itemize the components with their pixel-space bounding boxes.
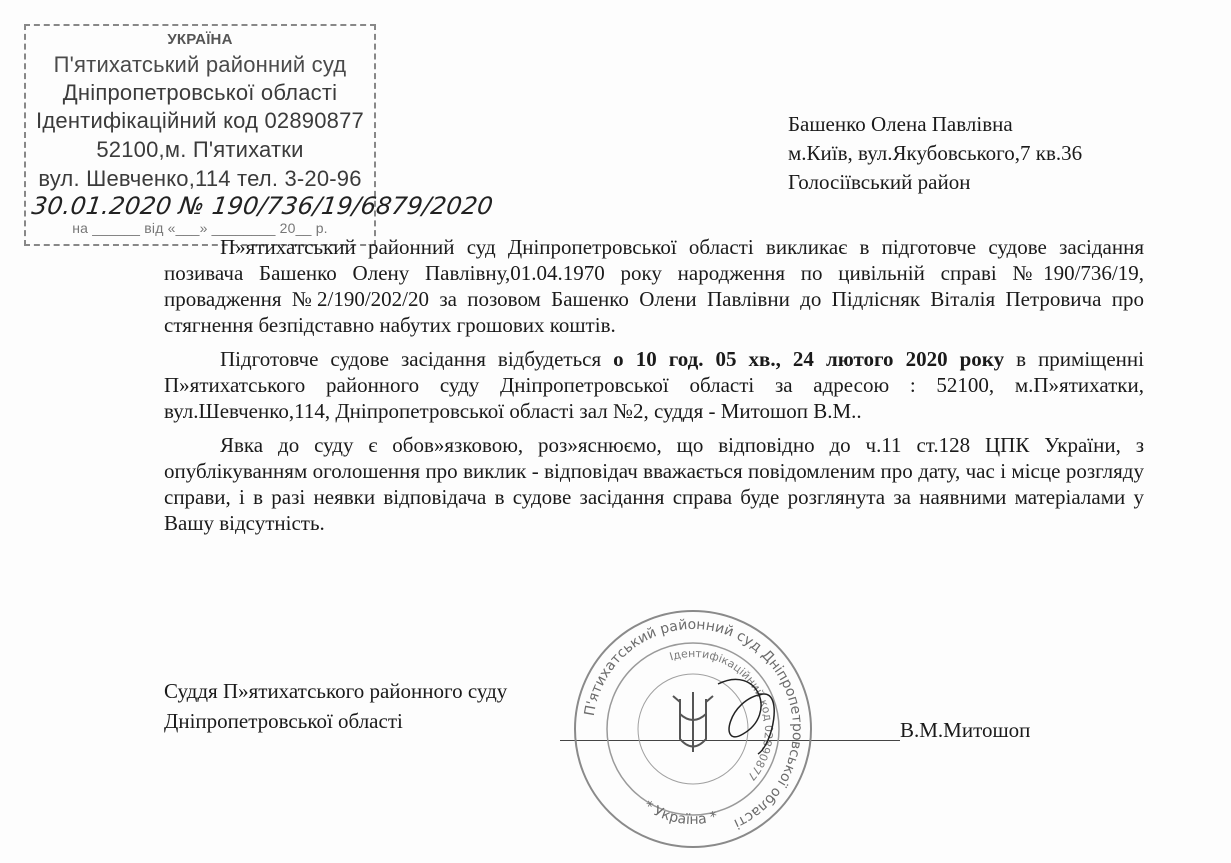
stamp-ref-number: 30.01.2020 № 190/736/19/6879/2020: [30, 192, 495, 220]
stamp-street: вул. Шевченко,114 тел. 3-20-96: [38, 166, 362, 191]
stamp-country: УКРАЇНА: [167, 31, 233, 48]
addressee-block: [788, 110, 1082, 197]
stamp-code: Ідентифікаційний код 02890877: [36, 108, 364, 133]
signature-title: [164, 676, 507, 736]
summons-body: [164, 234, 1144, 544]
seal-outer-text: П'ятихатський районний суд Дніпропетровської області: [581, 616, 806, 832]
official-round-seal: [568, 604, 818, 854]
signature-line1: Суддя П»ятихатського районного суду: [164, 679, 508, 703]
stamp-city: 52100,м. П'ятихатки: [96, 137, 304, 162]
addressee-district: Голосіївський район: [788, 170, 971, 194]
hearing-text-end: в приміщенні П»ятихатського районного суду Дніпропетровської області за адресою : 52100, м.П»ятихатки, вул.Шевченко,114, Дніпропетровської області зал №2, суддя - Митошоп В.М..: [164, 347, 1144, 423]
hearing-text-start: Підготовче судове засідання відбудеться: [220, 347, 614, 371]
signature-name: В.М.Митошоп: [900, 718, 1031, 742]
paragraph-attendance: Явка до суду є обов»язковою, роз»яснюємо, що відповідно до ч.11 ст.128 ЦПК України, з опублікуванням оголошення про виклик - відповідач вважається повідомленим про дату, час і місце розгляду справи, і в разі неявки відповідача в судове засідання справа буде розглянута за наявними матеріалами у Вашу відсутність.: [164, 433, 1144, 535]
paragraph-hearing: [164, 346, 1144, 424]
seal-bottom-text: * Україна *: [640, 797, 720, 829]
addressee-name: Башенко Олена Павлівна: [788, 112, 1013, 136]
hearing-datetime: о 10 год. 05 хв., 24 лютого 2020 року: [613, 347, 1005, 371]
court-registration-stamp: [24, 24, 495, 246]
seal-inner-text: Ідентифікаційний код 02890877: [667, 646, 776, 783]
trident-emblem-icon: [673, 692, 713, 752]
stamp-court-name: П'ятихатський районний суд: [53, 52, 347, 77]
addressee-address: м.Київ, вул.Якубовського,7 кв.36: [788, 141, 1083, 165]
signature-line2: Дніпропетровської області: [164, 709, 403, 733]
paragraph-summons: П»ятихатський районний суд Дніпропетровської області викликає в підготовче судове засідання позивача Башенко Олену Павлівну,01.04.1970 року народження по цивільній справі №190/736/19, провадження №2/190/202/20 за позовом Башенко Олени Павлівни до Підлісняк Віталія Петровича про стягнення безпідставно набутих грошових коштів.: [164, 235, 1144, 337]
stamp-from-line: на ______ від «___» ________ 20__ р.: [72, 220, 328, 236]
stamp-region: Дніпропетровської області: [62, 80, 338, 105]
